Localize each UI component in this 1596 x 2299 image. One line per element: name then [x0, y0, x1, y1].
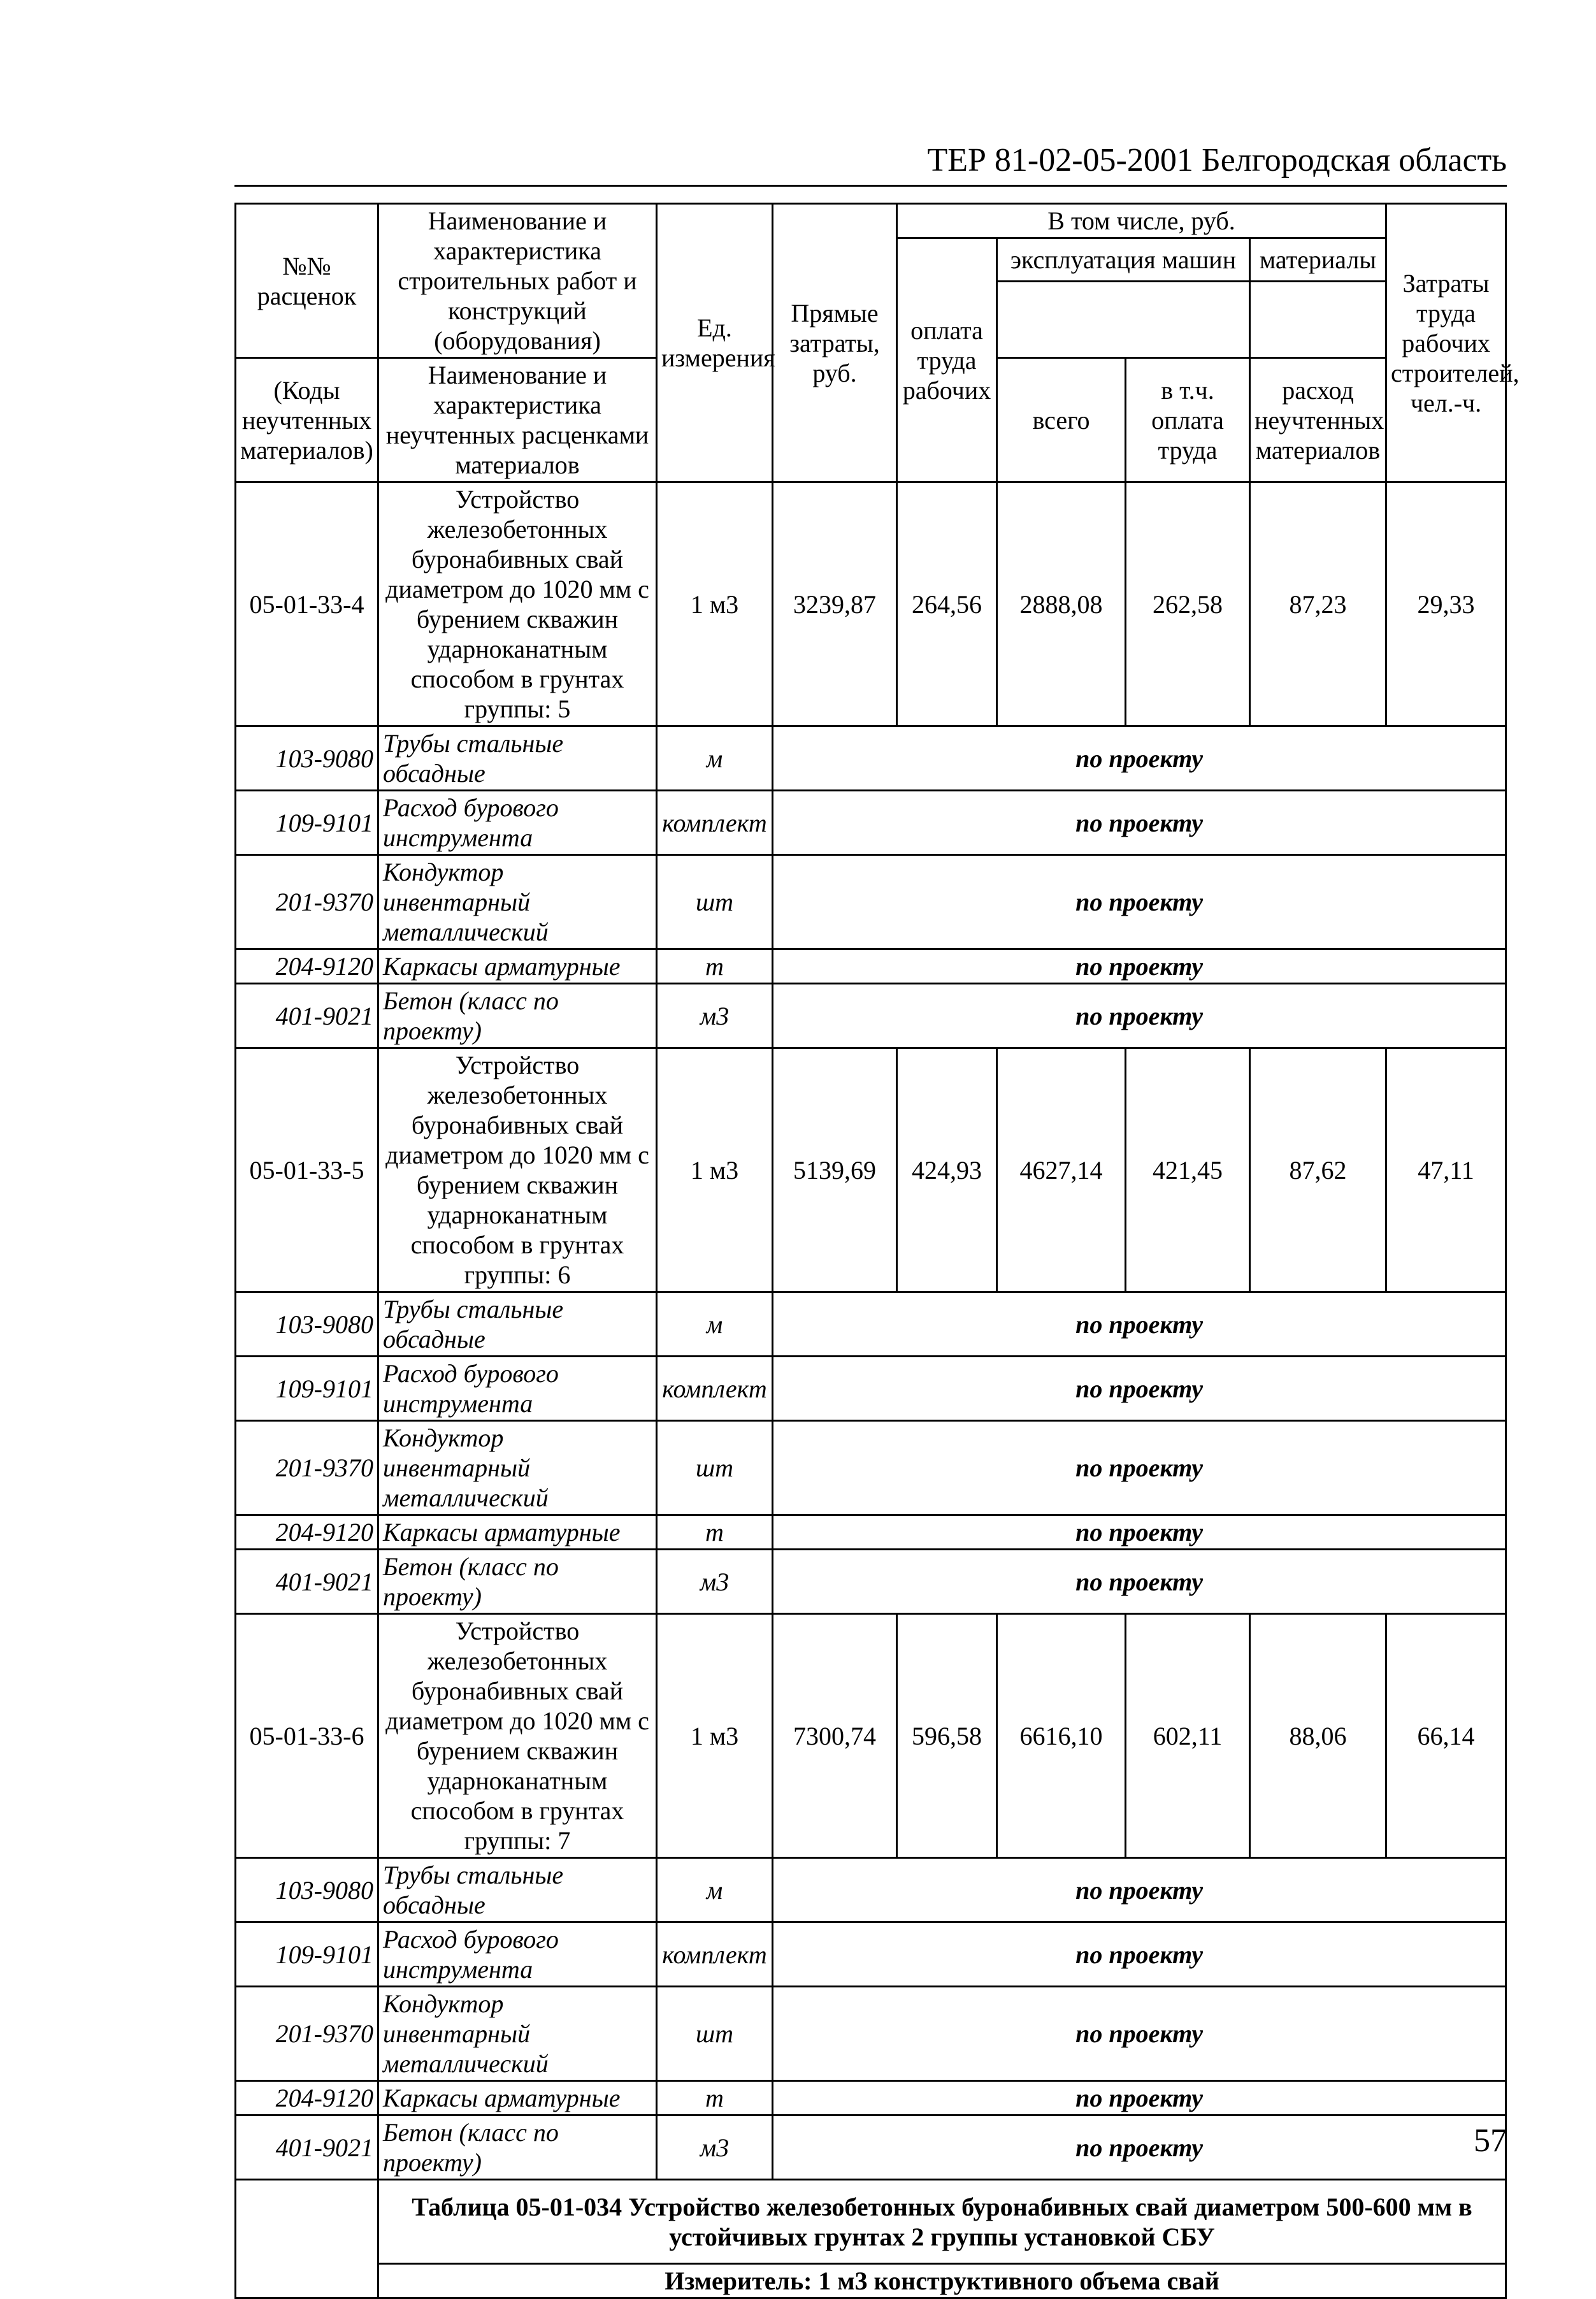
col-header-including: В том числе, руб. [897, 204, 1386, 238]
rate-name: Устройство железобетонных буронабивных свай диаметром до 1020 мм с бурением скважин ударноканатным способом в грунтах группы: 7 [378, 1614, 657, 1858]
material-value: по проекту [773, 1922, 1506, 1987]
rate-name: Устройство железобетонных буронабивных свай диаметром до 1020 мм с бурением скважин ударноканатным способом в грунтах группы: 6 [378, 1048, 657, 1292]
rate-labor: 66,14 [1386, 1614, 1506, 1858]
material-value: по проекту [773, 984, 1506, 1048]
material-name: Расход бурового инструмента [378, 791, 657, 855]
rate-materials: 88,06 [1250, 1614, 1386, 1858]
material-unit: т [657, 1515, 773, 1550]
rate-materials: 87,23 [1250, 482, 1386, 726]
material-unit: шт [657, 855, 773, 949]
material-code: 204-9120 [236, 1515, 378, 1550]
material-name: Кондуктор инвентарный металлический [378, 1987, 657, 2081]
material-code: 109-9101 [236, 791, 378, 855]
material-name: Каркасы арматурные [378, 949, 657, 984]
material-value: по проекту [773, 1292, 1506, 1357]
next-table-measure: Измеритель: 1 м3 конструктивного объема свай [378, 2264, 1506, 2298]
next-table-measure-row [236, 2264, 1506, 2298]
rate-direct: 3239,87 [773, 482, 897, 726]
col-header-materials: материалы [1250, 238, 1386, 282]
table-row [236, 1614, 1506, 1858]
material-row [236, 1357, 1506, 1421]
rate-wages: 264,56 [897, 482, 997, 726]
col-header-direct: Прямые затраты, руб. [773, 204, 897, 482]
document-header: ТЕР 81-02-05-2001 Белгородская область [927, 142, 1507, 178]
rate-name: Устройство железобетонных буронабивных свай диаметром до 1020 мм с бурением скважин ударноканатным способом в грунтах группы: 5 [378, 482, 657, 726]
col-header-mat-expense: расход неучтенных материалов [1250, 358, 1386, 482]
col-header-codes: (Коды неучтенных материалов) [236, 358, 378, 482]
rate-direct: 7300,74 [773, 1614, 897, 1858]
rate-incl-wages: 262,58 [1126, 482, 1250, 726]
header-rule [234, 185, 1507, 187]
material-code: 201-9370 [236, 1987, 378, 2081]
material-value: по проекту [773, 726, 1506, 791]
material-value: по проекту [773, 1987, 1506, 2081]
material-name: Кондуктор инвентарный металлический [378, 1421, 657, 1515]
material-row [236, 1421, 1506, 1515]
material-name: Трубы стальные обсадные [378, 726, 657, 791]
rate-code: 05-01-33-4 [236, 482, 378, 726]
material-row [236, 1292, 1506, 1357]
material-unit: шт [657, 1987, 773, 2081]
material-value: по проекту [773, 1515, 1506, 1550]
material-code: 201-9370 [236, 1421, 378, 1515]
material-name: Расход бурового инструмента [378, 1357, 657, 1421]
material-value: по проекту [773, 1858, 1506, 1922]
material-unit: м3 [657, 2115, 773, 2180]
material-row [236, 726, 1506, 791]
material-unit: комплект [657, 1357, 773, 1421]
col-header-materials-spacer [1250, 282, 1386, 358]
material-row [236, 1987, 1506, 2081]
material-code: 103-9080 [236, 1858, 378, 1922]
material-row [236, 949, 1506, 984]
col-header-machines-spacer [997, 282, 1250, 358]
rate-unit: 1 м3 [657, 1048, 773, 1292]
material-row [236, 1922, 1506, 1987]
material-code: 401-9021 [236, 2115, 378, 2180]
rate-machines: 4627,14 [997, 1048, 1126, 1292]
col-header-wages: оплата труда рабочих [897, 238, 997, 482]
rate-machines: 6616,10 [997, 1614, 1126, 1858]
material-unit: т [657, 949, 773, 984]
page-number: 57 [1474, 2122, 1507, 2159]
material-unit: т [657, 2081, 773, 2115]
material-unit: комплект [657, 1922, 773, 1987]
material-value: по проекту [773, 2115, 1506, 2180]
material-unit: м [657, 1858, 773, 1922]
material-row [236, 1550, 1506, 1614]
rate-direct: 5139,69 [773, 1048, 897, 1292]
col-header-name: Наименование и характеристика строительных работ и конструкций (оборудования) [378, 204, 657, 358]
material-name: Бетон (класс по проекту) [378, 1550, 657, 1614]
material-value: по проекту [773, 1421, 1506, 1515]
col-header-total: всего [997, 358, 1126, 482]
material-code: 103-9080 [236, 1292, 378, 1357]
rate-unit: 1 м3 [657, 1614, 773, 1858]
rate-incl-wages: 602,11 [1126, 1614, 1250, 1858]
table-row [236, 482, 1506, 726]
rate-unit: 1 м3 [657, 482, 773, 726]
material-row [236, 1858, 1506, 1922]
material-row [236, 2115, 1506, 2180]
table-row [236, 1048, 1506, 1292]
material-name: Бетон (класс по проекту) [378, 984, 657, 1048]
material-unit: шт [657, 1421, 773, 1515]
material-value: по проекту [773, 791, 1506, 855]
material-code: 401-9021 [236, 1550, 378, 1614]
col-header-unit: Ед. измерения [657, 204, 773, 482]
material-code: 201-9370 [236, 855, 378, 949]
col-header-num: №№ расценок [236, 204, 378, 358]
rate-incl-wages: 421,45 [1126, 1048, 1250, 1292]
material-name: Расход бурового инструмента [378, 1922, 657, 1987]
material-name: Каркасы арматурные [378, 2081, 657, 2115]
col-header-name-materials: Наименование и характеристика неучтенных расценками материалов [378, 358, 657, 482]
material-value: по проекту [773, 1550, 1506, 1614]
material-unit: комплект [657, 791, 773, 855]
rate-materials: 87,62 [1250, 1048, 1386, 1292]
material-code: 204-9120 [236, 949, 378, 984]
material-code: 109-9101 [236, 1357, 378, 1421]
material-name: Каркасы арматурные [378, 1515, 657, 1550]
rate-code: 05-01-33-6 [236, 1614, 378, 1858]
material-value: по проекту [773, 949, 1506, 984]
material-unit: м [657, 1292, 773, 1357]
material-unit: м3 [657, 1550, 773, 1614]
material-code: 103-9080 [236, 726, 378, 791]
material-unit: м [657, 726, 773, 791]
material-name: Бетон (класс по проекту) [378, 2115, 657, 2180]
rate-code: 05-01-33-5 [236, 1048, 378, 1292]
next-table-title: Таблица 05-01-034 Устройство железобетонных буронабивных свай диаметром 500-600 мм в устойчивых грунтах 2 группы установкой СБУ [378, 2180, 1506, 2264]
material-code: 401-9021 [236, 984, 378, 1048]
next-table-title-spacer [236, 2180, 378, 2298]
col-header-incl-wages: в т.ч. оплата труда [1126, 358, 1250, 482]
rate-labor: 29,33 [1386, 482, 1506, 726]
material-code: 109-9101 [236, 1922, 378, 1987]
material-name: Трубы стальные обсадные [378, 1858, 657, 1922]
price-table [234, 203, 1520, 2299]
material-name: Кондуктор инвентарный металлический [378, 855, 657, 949]
material-value: по проекту [773, 1357, 1506, 1421]
material-name: Трубы стальные обсадные [378, 1292, 657, 1357]
rate-labor: 47,11 [1386, 1048, 1506, 1292]
material-row [236, 791, 1506, 855]
next-table-title-row [236, 2180, 1506, 2264]
material-row [236, 855, 1506, 949]
material-unit: м3 [657, 984, 773, 1048]
material-row [236, 1515, 1506, 1550]
col-header-labor: Затраты труда рабочих строителей, чел.-ч. [1386, 204, 1506, 482]
rate-machines: 2888,08 [997, 482, 1126, 726]
material-row [236, 984, 1506, 1048]
material-row [236, 2081, 1506, 2115]
material-value: по проекту [773, 855, 1506, 949]
material-value: по проекту [773, 2081, 1506, 2115]
rate-wages: 424,93 [897, 1048, 997, 1292]
col-header-machines: эксплуатация машин [997, 238, 1250, 282]
material-code: 204-9120 [236, 2081, 378, 2115]
rate-wages: 596,58 [897, 1614, 997, 1858]
